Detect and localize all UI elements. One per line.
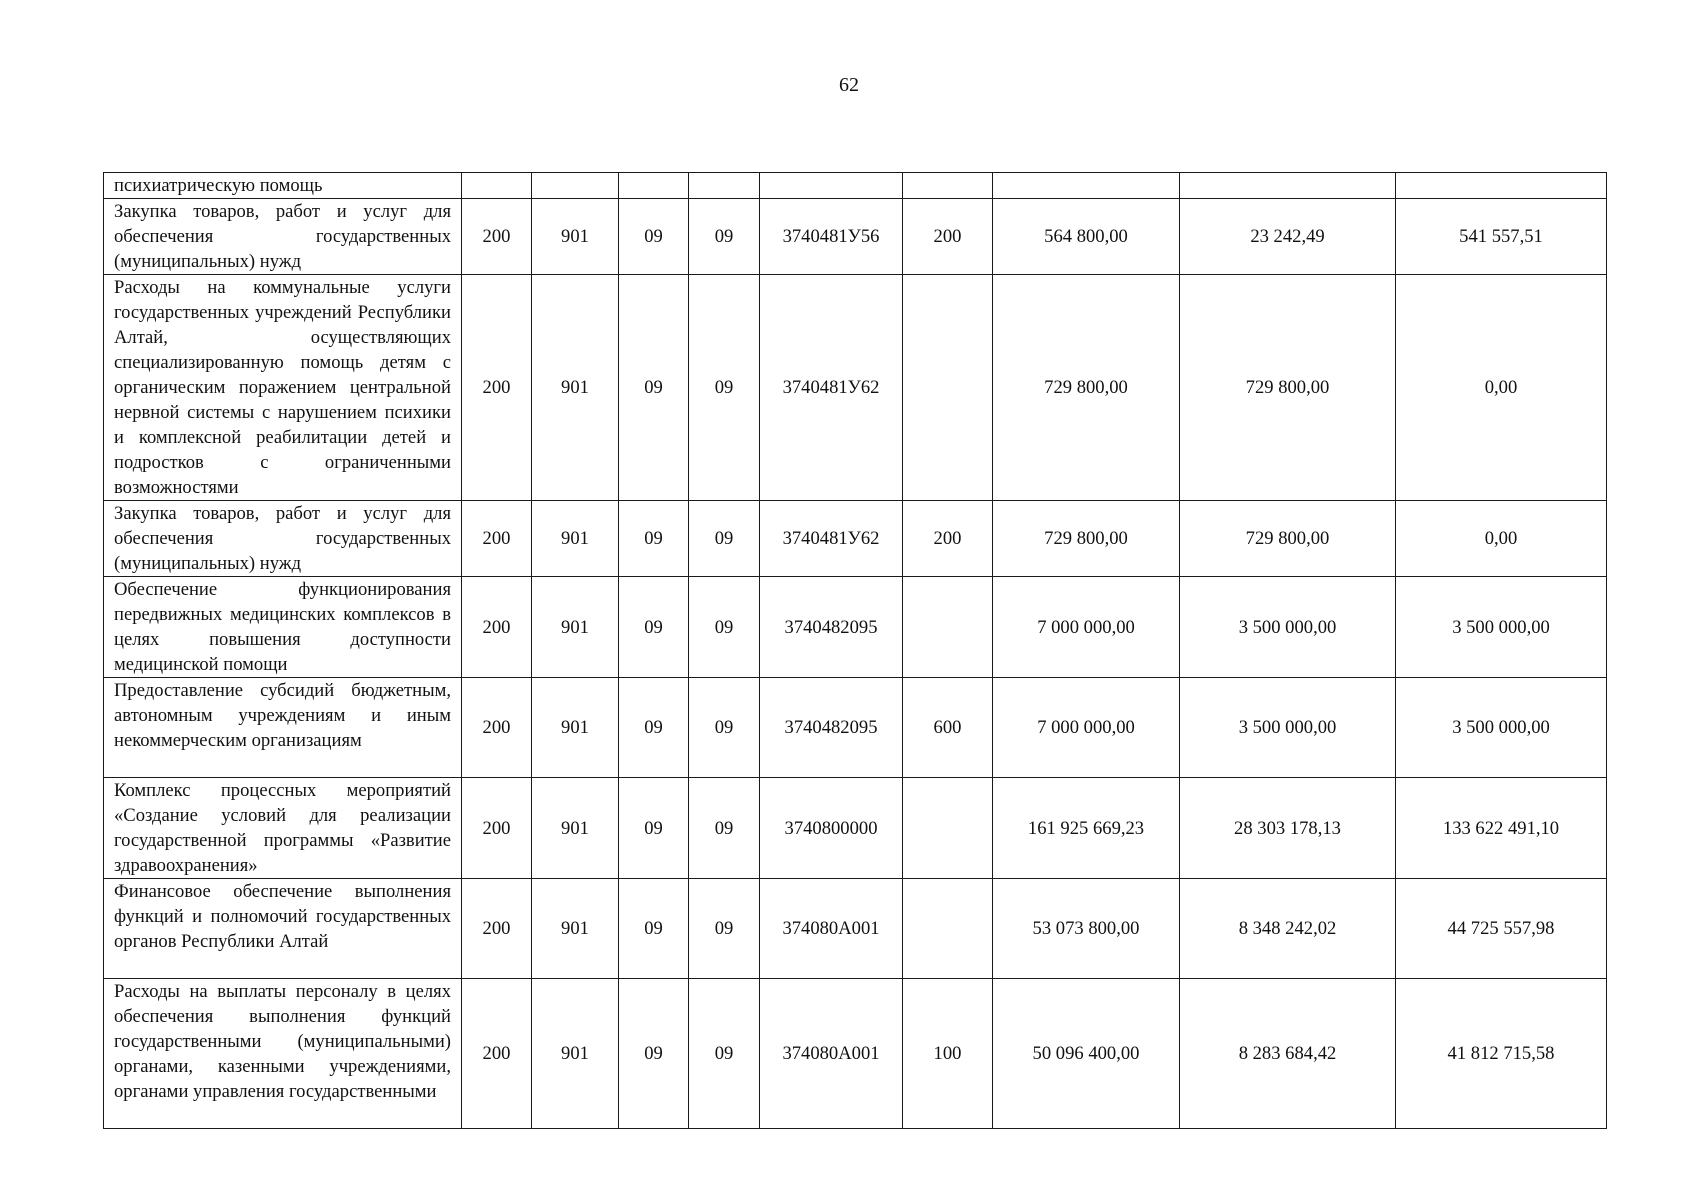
table-row [104, 879, 1607, 979]
cell-amount-3: 0,00 [1396, 501, 1607, 577]
cell-expense-type [903, 173, 993, 199]
cell-c1: 200 [462, 778, 532, 879]
cell-expense-type [903, 577, 993, 678]
cell-c2: 901 [532, 778, 619, 879]
cell-c2: 901 [532, 678, 619, 778]
table-row [104, 199, 1607, 275]
table-row [104, 501, 1607, 577]
cell-c2: 901 [532, 577, 619, 678]
cell-c4: 09 [689, 275, 760, 501]
cell-target-code: 3740482095 [760, 577, 903, 678]
row-description: Закупка товаров, работ и услуг для обеспечения государственных (муниципальных) нужд [104, 199, 462, 275]
cell-expense-type: 200 [903, 501, 993, 577]
cell-amount-1: 564 800,00 [993, 199, 1180, 275]
cell-amount-3 [1396, 173, 1607, 199]
cell-c3: 09 [619, 979, 689, 1129]
cell-amount-3: 133 622 491,10 [1396, 778, 1607, 879]
cell-amount-2 [1180, 173, 1396, 199]
cell-expense-type: 200 [903, 199, 993, 275]
cell-amount-1 [993, 173, 1180, 199]
cell-target-code: 374080А001 [760, 879, 903, 979]
cell-expense-type [903, 879, 993, 979]
cell-c4 [689, 173, 760, 199]
cell-c4: 09 [689, 979, 760, 1129]
cell-c4: 09 [689, 577, 760, 678]
cell-c1: 200 [462, 199, 532, 275]
cell-amount-1: 50 096 400,00 [993, 979, 1180, 1129]
cell-c1: 200 [462, 678, 532, 778]
cell-expense-type [903, 275, 993, 501]
cell-c4: 09 [689, 678, 760, 778]
row-description: Расходы на выплаты персоналу в целях обеспечения выполнения функций государственными (муниципальными) органами, казенными учреждениями, органами управления государственными [104, 979, 462, 1129]
cell-c3: 09 [619, 879, 689, 979]
cell-amount-2: 28 303 178,13 [1180, 778, 1396, 879]
cell-c1 [462, 173, 532, 199]
cell-c3: 09 [619, 577, 689, 678]
cell-target-code: 3740481У56 [760, 199, 903, 275]
row-description: Расходы на коммунальные услуги государственных учреждений Республики Алтай, осуществляющих специализированную помощь детям с органическим поражением центральной нервной системы с нарушением психики и комплексной реабилитации детей и подростков с ограниченными возможностями [104, 275, 462, 501]
cell-c3 [619, 173, 689, 199]
cell-target-code: 3740482095 [760, 678, 903, 778]
cell-c2: 901 [532, 979, 619, 1129]
cell-c3: 09 [619, 275, 689, 501]
cell-c2 [532, 173, 619, 199]
cell-amount-3: 3 500 000,00 [1396, 577, 1607, 678]
cell-expense-type [903, 778, 993, 879]
row-description: Комплекс процессных мероприятий «Создание условий для реализации государственной программы «Развитие здравоохранения» [104, 778, 462, 879]
cell-c4: 09 [689, 778, 760, 879]
cell-amount-3: 0,00 [1396, 275, 1607, 501]
cell-expense-type: 100 [903, 979, 993, 1129]
cell-c3: 09 [619, 678, 689, 778]
cell-amount-2: 23 242,49 [1180, 199, 1396, 275]
row-description: Обеспечение функционирования передвижных медицинских комплексов в целях повышения доступности медицинской помощи [104, 577, 462, 678]
row-description: психиатрическую помощь [104, 173, 462, 199]
cell-target-code [760, 173, 903, 199]
cell-c4: 09 [689, 501, 760, 577]
table-row [104, 173, 1607, 199]
row-description: Предоставление субсидий бюджетным, автономным учреждениям и иным некоммерческим организациям [104, 678, 462, 778]
cell-c3: 09 [619, 199, 689, 275]
cell-amount-1: 53 073 800,00 [993, 879, 1180, 979]
cell-c2: 901 [532, 879, 619, 979]
cell-target-code: 3740800000 [760, 778, 903, 879]
cell-c2: 901 [532, 501, 619, 577]
cell-amount-3: 3 500 000,00 [1396, 678, 1607, 778]
row-description: Финансовое обеспечение выполнения функций и полномочий государственных органов Республики Алтай [104, 879, 462, 979]
table-row [104, 678, 1607, 778]
budget-table [103, 172, 1607, 1129]
cell-expense-type: 600 [903, 678, 993, 778]
cell-amount-2: 729 800,00 [1180, 501, 1396, 577]
cell-c3: 09 [619, 501, 689, 577]
cell-target-code: 374080А001 [760, 979, 903, 1129]
cell-amount-3: 41 812 715,58 [1396, 979, 1607, 1129]
cell-c1: 200 [462, 501, 532, 577]
cell-target-code: 3740481У62 [760, 275, 903, 501]
cell-c1: 200 [462, 275, 532, 501]
cell-amount-3: 541 557,51 [1396, 199, 1607, 275]
row-description: Закупка товаров, работ и услуг для обеспечения государственных (муниципальных) нужд [104, 501, 462, 577]
cell-c2: 901 [532, 199, 619, 275]
cell-amount-2: 729 800,00 [1180, 275, 1396, 501]
cell-c4: 09 [689, 199, 760, 275]
table-row [104, 979, 1607, 1129]
cell-c4: 09 [689, 879, 760, 979]
cell-amount-2: 3 500 000,00 [1180, 577, 1396, 678]
cell-amount-2: 8 283 684,42 [1180, 979, 1396, 1129]
cell-amount-2: 3 500 000,00 [1180, 678, 1396, 778]
cell-amount-1: 7 000 000,00 [993, 678, 1180, 778]
cell-c3: 09 [619, 778, 689, 879]
cell-amount-2: 8 348 242,02 [1180, 879, 1396, 979]
cell-amount-1: 729 800,00 [993, 501, 1180, 577]
cell-c1: 200 [462, 979, 532, 1129]
page-number: 62 [839, 74, 859, 96]
cell-c1: 200 [462, 879, 532, 979]
cell-amount-3: 44 725 557,98 [1396, 879, 1607, 979]
cell-amount-1: 7 000 000,00 [993, 577, 1180, 678]
table-row [104, 778, 1607, 879]
cell-target-code: 3740481У62 [760, 501, 903, 577]
table-row [104, 577, 1607, 678]
cell-c2: 901 [532, 275, 619, 501]
cell-c1: 200 [462, 577, 532, 678]
table-row [104, 275, 1607, 501]
cell-amount-1: 161 925 669,23 [993, 778, 1180, 879]
cell-amount-1: 729 800,00 [993, 275, 1180, 501]
